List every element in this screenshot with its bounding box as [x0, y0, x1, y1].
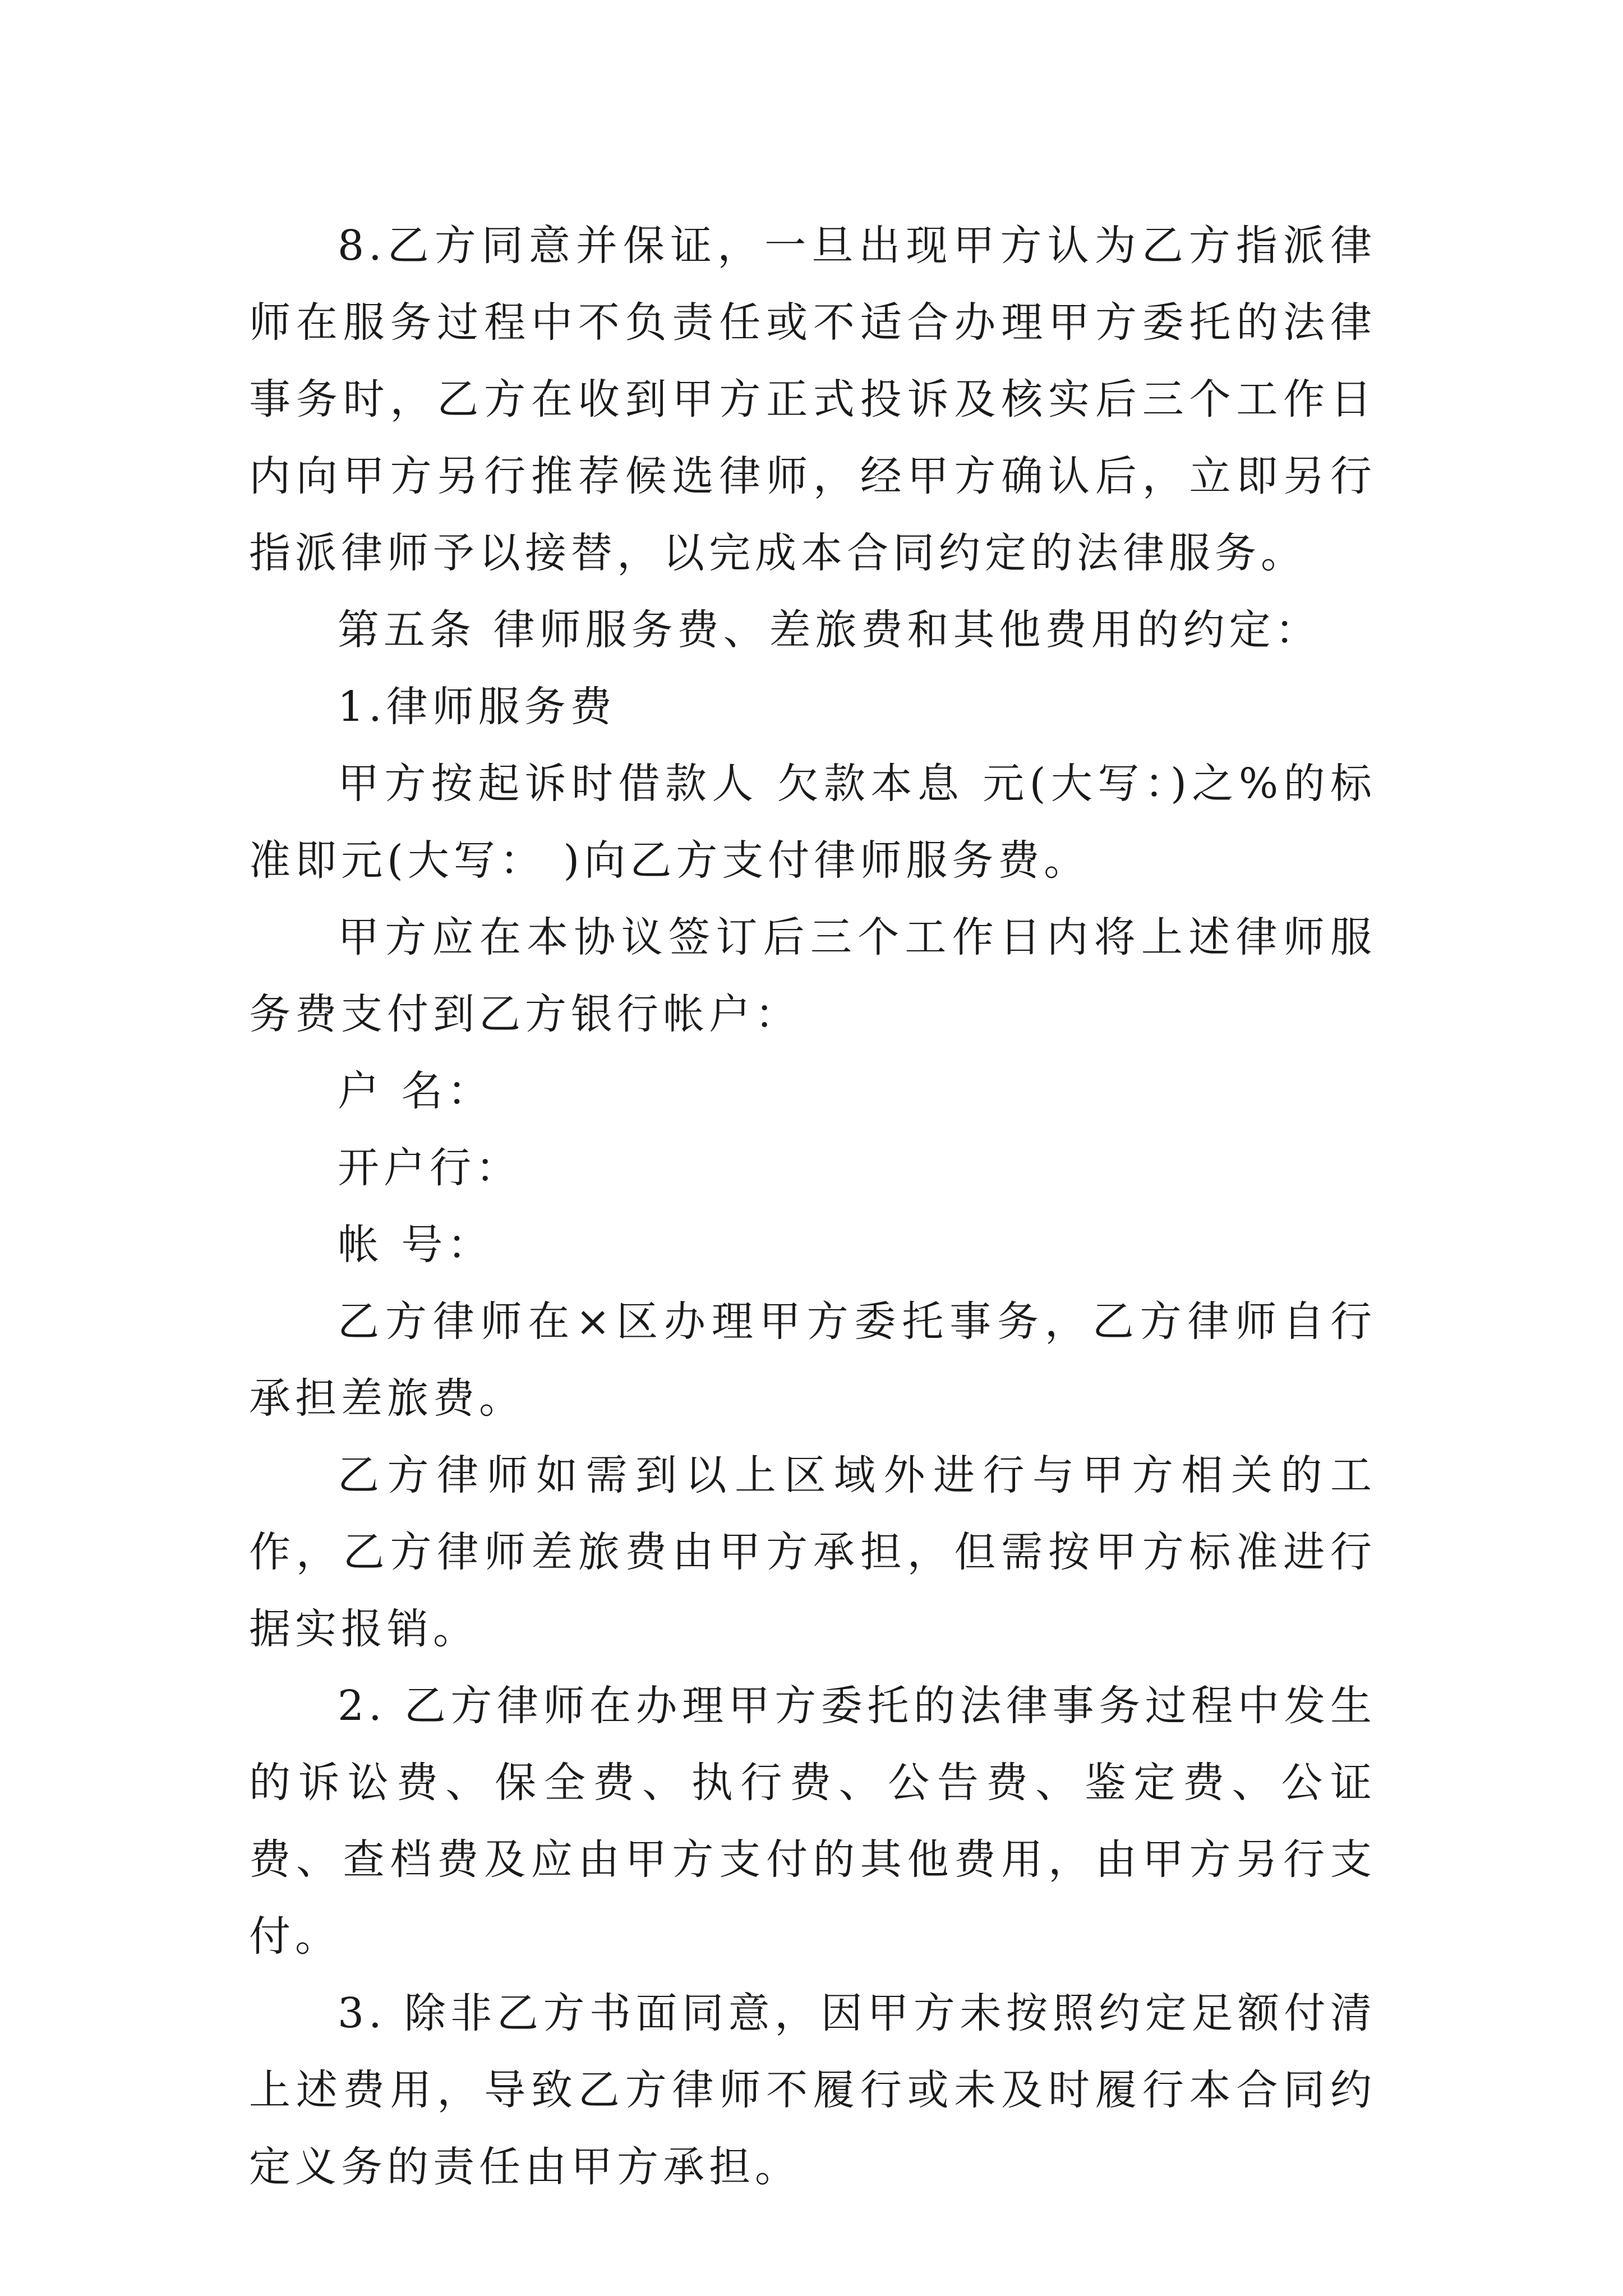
section-1-heading: 1.律师服务费 — [338, 683, 616, 731]
account-name-line: 户 名： — [338, 1067, 494, 1115]
document-body — [249, 208, 1376, 2206]
paragraph-replace-lawyer: 8.乙方同意并保证，一旦出现甲方认为乙方指派律师在服务过程中不负责任或不适合办理甲方委托的法律事务时，乙方在收到甲方正式投诉及核实后三个工作日内向甲方另行推荐候选律师，经甲方确认后，立即另行指派律师予以接替，以完成本合同约定的法律服务。 — [249, 222, 1376, 577]
article-5-heading: 第五条 律师服务费、差旅费和其他费用的约定： — [338, 606, 1321, 654]
account-number-line: 帐 号： — [338, 1221, 494, 1269]
bank-name-line: 开户行： — [338, 1144, 522, 1192]
paragraph-travel-expense-local: 乙方律师在×区办理甲方委托事务，乙方律师自行承担差旅费。 — [249, 1297, 1376, 1423]
paragraph-travel-expense-outside: 乙方律师如需到以上区域外进行与甲方相关的工作，乙方律师差旅费由甲方承担，但需按甲方标准进行据实报销。 — [249, 1451, 1376, 1653]
paragraph-nonpayment-liability: 3. 除非乙方书面同意，因甲方未按照约定足额付清上述费用，导致乙方律师不履行或未及时履行本合同约定义务的责任由甲方承担。 — [249, 1989, 1376, 2191]
paragraph-service-fee-standard: 甲方按起诉时借款人 欠款本息 元(大写：)之%的标准即元(大写： )向乙方支付律师服务费。 — [249, 760, 1376, 885]
paragraph-other-fees: 2. 乙方律师在办理甲方委托的法律事务过程中发生的诉讼费、保全费、执行费、公告费、鉴定费、公证费、查档费及应由甲方支付的其他费用，由甲方另行支付。 — [249, 1682, 1376, 1961]
paragraph-payment-deadline: 甲方应在本协议签订后三个工作日内将上述律师服务费支付到乙方银行帐户： — [249, 913, 1376, 1038]
